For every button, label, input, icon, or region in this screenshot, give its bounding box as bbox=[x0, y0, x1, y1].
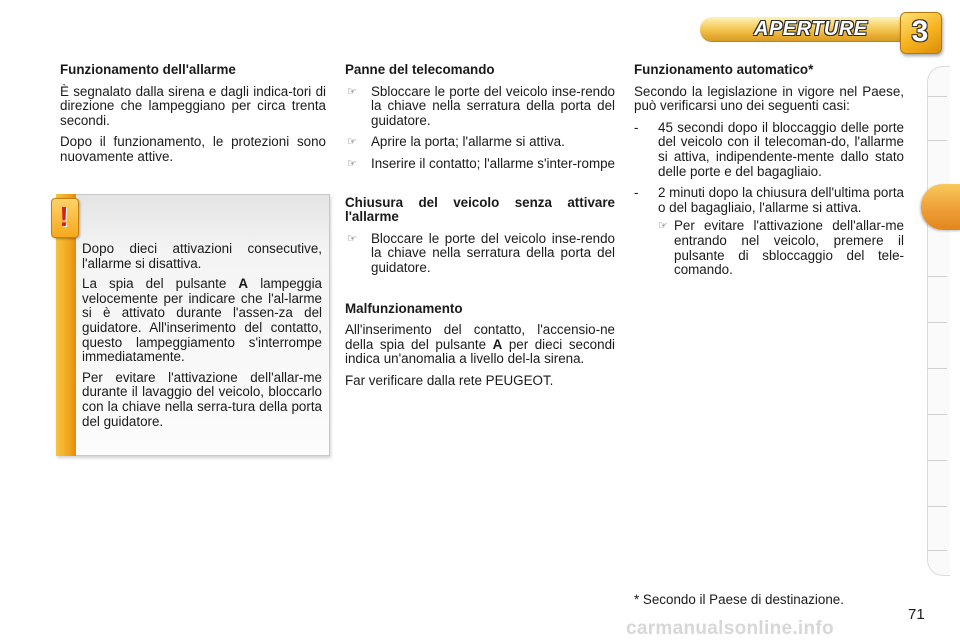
list-item: ☞ Bloccare le porte del veicolo inse-rendo la chiave nella serratura della porta del guidatore. bbox=[347, 230, 615, 275]
column-automatic-operation bbox=[634, 63, 904, 278]
button-a-label: A bbox=[238, 276, 249, 292]
list-item: - 2 minuti dopo la chiusura dell'ultima porta o del bagagliaio, l'allarme si attiva. bbox=[634, 185, 904, 215]
pointing-hand-icon: ☞ bbox=[347, 85, 357, 98]
list-item: - 45 secondi dopo il bloccaggio delle porte del veicolo con il telecoman-do, l'allarme si attiva, indipendente-mente dallo stato delle porte e del bagagliaio. bbox=[634, 119, 904, 179]
warning-paragraph: La spia del pulsante A lampeggia velocemente per indicare che l'al-larme si è attivato durante l'assen-za del guidatore. All'inserimento del contatto, questo lampeggiamento s'interrompe immediatamente. bbox=[82, 276, 322, 365]
tab-divider bbox=[927, 276, 947, 277]
pointing-hand-icon: ☞ bbox=[347, 136, 357, 149]
warning-paragraph: Dopo dieci attivazioni consecutive, l'allarme si disattiva. bbox=[82, 241, 322, 271]
tab-divider bbox=[927, 96, 947, 97]
section-heading: Funzionamento dell'allarme bbox=[60, 62, 236, 77]
pointing-hand-icon: ☞ bbox=[347, 232, 357, 245]
page-title: APERTURE bbox=[754, 18, 868, 40]
list-item: ☞ Sbloccare le porte del veicolo inse-rendo la chiave nella serratura della porta del guidatore. bbox=[347, 83, 615, 128]
tab-divider bbox=[927, 414, 947, 415]
section-heading: Funzionamento automatico* bbox=[634, 62, 814, 77]
page-number: 71 bbox=[908, 606, 925, 623]
list-item: ☞ Per evitare l'attivazione dell'allar-me entrando nel veicolo, premere il pulsante di sbloccaggio del tele-comando. bbox=[658, 218, 904, 278]
paragraph: Secondo la legislazione in vigore nel Paese, può verificarsi uno dei seguenti casi: bbox=[634, 83, 904, 114]
exclamation-icon: ! bbox=[59, 201, 69, 232]
watermark: carmanualsonline.info bbox=[626, 618, 834, 639]
paragraph: È segnalato dalla sirena e dagli indica-tori di direzione che lampeggiano per circa trenta secondi. bbox=[60, 83, 326, 128]
warning-paragraph: Per evitare l'attivazione dell'allar-me durante il lavaggio del veicolo, bloccarlo con la chiave nella serra-tura della porta del guidatore. bbox=[82, 369, 322, 429]
footnote: * Secondo il Paese di destinazione. bbox=[634, 592, 844, 607]
column-alarm-operation bbox=[60, 63, 326, 172]
paragraph: Dopo il funzionamento, le protezioni sono nuovamente attive. bbox=[60, 134, 326, 164]
tab-divider bbox=[927, 140, 947, 141]
active-chapter-tab bbox=[921, 184, 960, 230]
pointing-hand-icon: ☞ bbox=[347, 157, 357, 170]
chapter-tabs bbox=[927, 66, 950, 576]
tab-divider bbox=[927, 460, 947, 461]
tab-divider bbox=[927, 368, 947, 369]
list-item: ☞ Aprire la porta; l'allarme si attiva. bbox=[347, 134, 565, 150]
tab-divider bbox=[927, 506, 947, 507]
button-a-label: A bbox=[492, 336, 503, 352]
paragraph: All'inserimento del contatto, l'accensio-ne della spia del pulsante A per dieci secondi indica un'anomalia a livello del-la sirena. bbox=[345, 322, 615, 367]
paragraph: Far verificare dalla rete PEUGEOT. bbox=[345, 372, 554, 388]
column-remote-troubleshooting bbox=[345, 63, 615, 396]
tab-divider bbox=[927, 550, 947, 551]
section-heading: Malfunzionamento bbox=[345, 300, 463, 316]
list-item: ☞ Inserire il contatto; l'allarme s'inter-rompe bbox=[347, 155, 615, 171]
section-heading: Chiusura del veicolo senza attivare l'allarme bbox=[345, 194, 615, 225]
pointing-hand-icon: ☞ bbox=[658, 220, 668, 233]
section-heading: Panne del telecomando bbox=[345, 62, 495, 77]
chapter-number: 3 bbox=[911, 15, 929, 48]
warning-text bbox=[82, 242, 322, 435]
tab-divider bbox=[927, 322, 947, 323]
